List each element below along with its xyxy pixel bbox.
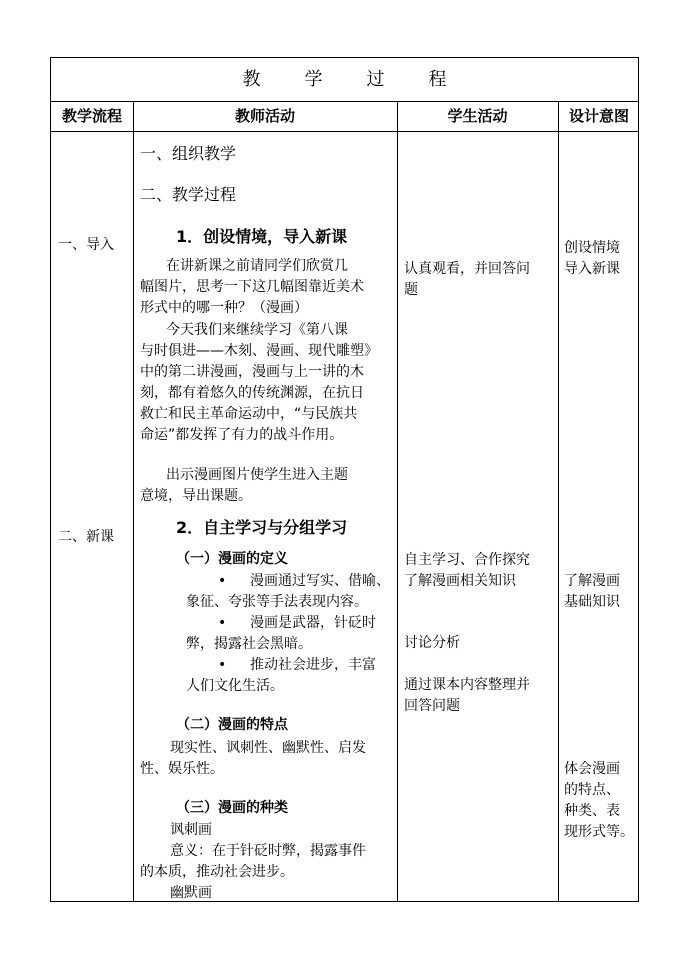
section-heading: 2．自主学习与分组学习 (176, 518, 348, 537)
header-teacher: 教师活动 (234, 107, 295, 125)
subsection-heading: （三）漫画的种类 (176, 800, 288, 816)
paragraph-line: 讽刺画 (170, 822, 212, 838)
flow-import: 一、导入 (58, 237, 114, 253)
bullet-icon: • (218, 657, 227, 673)
paragraph-line: 与时俱进——木刻、漫画、现代雕塑》 (140, 343, 378, 359)
student-line: 了解漫画相关知识 (404, 573, 516, 589)
intent-line: 创设情境 (564, 240, 620, 256)
header-flow: 教学流程 (61, 107, 122, 125)
bullet-line: 推动社会进步，丰富 (250, 657, 376, 673)
subsection-heading: （一）漫画的定义 (176, 551, 288, 567)
bullet-line: 漫画通过写实、借喻、 (250, 573, 390, 589)
title-char: 学 (304, 69, 323, 90)
teacher-process: 二、教学过程 (140, 185, 237, 204)
subsection-heading: （二）漫画的特点 (176, 717, 288, 733)
student-line: 认真观看，并回答问 (404, 261, 530, 277)
student-line: 题 (404, 282, 418, 298)
divider (51, 131, 638, 132)
intent-line: 现形式等。 (564, 824, 634, 840)
divider (558, 101, 559, 901)
intent-line: 了解漫画 (564, 573, 620, 589)
paragraph-line: 在讲新课之前请同学们欣赏几 (166, 258, 348, 274)
intent-line: 导入新课 (564, 261, 620, 277)
paragraph-line: 出示漫画图片使学生进入主题 (166, 467, 348, 483)
bullet-line: 人们文化生活。 (186, 678, 284, 694)
paragraph-line: 救亡和民主革命运动中，“与民族共 (140, 406, 358, 422)
paragraph-line: 刻，都有着悠久的传统渊源，在抗日 (140, 385, 364, 401)
student-line: 通过课本内容整理并 (404, 677, 530, 693)
paragraph-line: 现实性、讽刺性、幽默性、启发 (170, 740, 366, 756)
bullet-line: 象征、夸张等手法表现内容。 (186, 594, 368, 610)
paragraph-line: 命运”都发挥了有力的战斗作用。 (140, 427, 344, 443)
paragraph-line: 幅图片，思考一下这几幅图靠近美术 (140, 279, 364, 295)
paragraph-line: 今天我们来继续学习《第八课 (166, 322, 348, 338)
divider (133, 101, 134, 901)
intent-line: 种类、表 (564, 803, 620, 819)
intent-line: 的特点、 (564, 782, 620, 798)
paragraph-line: 性、娱乐性。 (140, 761, 224, 777)
student-line: 回答问题 (404, 698, 460, 714)
table-title (51, 58, 638, 101)
bullet-line: 弊，揭露社会黑暗。 (186, 636, 312, 652)
paragraph-line: 的本质，推动社会进步。 (140, 864, 294, 880)
paragraph-line: 意境，导出课题。 (140, 488, 252, 504)
student-line: 自主学习、合作探究 (404, 552, 530, 568)
paragraph-line: 幽默画 (170, 885, 212, 901)
title-char: 程 (428, 69, 447, 90)
bullet-line: 漫画是武器，针砭时 (250, 615, 376, 631)
header-intent: 设计意图 (568, 107, 629, 125)
intent-line: 体会漫画 (564, 761, 620, 777)
student-line: 讨论分析 (404, 635, 460, 651)
bullet-icon: • (218, 573, 227, 589)
flow-new: 二、新课 (58, 529, 114, 545)
paragraph-line: 中的第二讲漫画，漫画与上一讲的木 (140, 364, 364, 380)
divider (397, 101, 398, 901)
bullet-icon: • (218, 615, 227, 631)
section-heading: 1．创设情境，导入新课 (176, 227, 348, 246)
paragraph-line: 形式中的哪一种？（漫画） (140, 300, 308, 316)
teacher-organize: 一、组织教学 (140, 144, 237, 163)
title-char: 过 (366, 69, 385, 90)
header-student: 学生活动 (447, 107, 508, 125)
intent-line: 基础知识 (564, 594, 620, 610)
title-char: 教 (242, 69, 261, 90)
paragraph-line: 意义：在于针砭时弊，揭露事件 (170, 843, 366, 859)
